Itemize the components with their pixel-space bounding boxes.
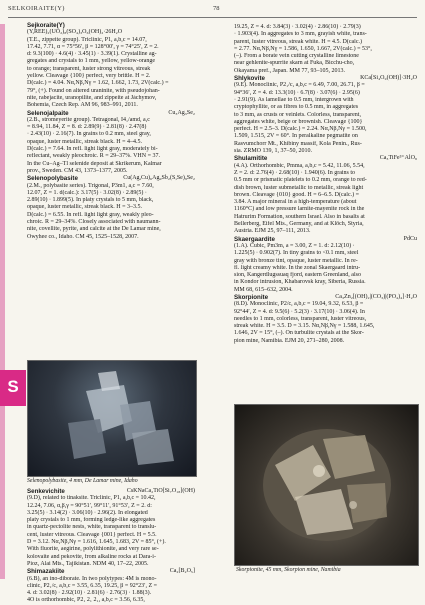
entry-text-line: needles to 1 mm, colorless, transparent, luster vitreous,	[234, 315, 367, 322]
left-column-top	[27, 22, 195, 241]
entry-text-line: opaque, luster metallic, streak black. H = 4–4.5.	[27, 138, 143, 145]
entry-text-line: perfect. H = 2.5–3. D(calc.) = 2.24. Nα,Nβ,Nγ = 1.500,	[234, 126, 367, 133]
mineral-entry	[234, 236, 417, 294]
entry-text-line: aggregates white, beige or brownish. Cleavage {100}	[234, 118, 363, 125]
mineral-entry	[234, 155, 417, 235]
alphabet-tab-letter: S	[7, 377, 19, 396]
mineral-entry	[27, 22, 195, 110]
entry-text-line: D(calc.) = 6.55. In refl. light light gray, weakly pleo-	[27, 211, 154, 218]
crystal-photo-art	[28, 361, 196, 476]
entry-text-line: · 2.43(10) · 2.16(7). In grains to 0.2 mm, steel gray,	[27, 131, 151, 138]
entry-text-line: D(calc.) = 7.64. In refl. light light gray, moderately bi-	[27, 146, 158, 153]
mineral-name: Skorpionite	[234, 293, 269, 301]
entry-text-line: Owyhee co., Idaho. CM 45, 1525–1528, 2007.	[27, 233, 139, 240]
entry-text-line: (9.E). Monoclinic, P2₁/c, a,b,c = 6.49, 7.00, 26.71, β =	[234, 82, 365, 89]
entry-text-line: (2.M., polybasite series). Trigonal, P3m1, a,c = 7.60,	[27, 182, 154, 189]
entry-heading	[27, 110, 195, 117]
mineral-name: Selenopolybasite	[27, 175, 78, 183]
entry-text-line: (6.B), an ino-diborate. In two polytypes: 4M is mono-	[27, 575, 157, 582]
entry-heading	[234, 236, 417, 243]
entry-text-line: sion, Kangerdlugssuaq fjord, eastern Greenland, also	[234, 272, 361, 279]
entry-text-line: (8.D). Monoclinic, P2/c, a,b,c = 19.04, 9.32, 6.53, β =	[234, 301, 364, 308]
mineral-entry	[27, 175, 195, 241]
entry-text-line: MM 68, 615–632, 2004.	[234, 286, 293, 293]
mineral-formula: KCa[Si₄O₉(OH)]·3H₂O	[360, 75, 417, 82]
entry-text-line: gregates and crystals to 1 mm, yellow, yellow-orange	[27, 58, 156, 65]
entry-text-line: (9.D), related to tinaksite. Triclinic, P1, a,b,c = 10.42,	[27, 495, 156, 502]
mineral-formula: CsKNaCa₂TiO[Si₇O₁₈](OH)	[126, 488, 195, 494]
mineral-formula: Cu(Ag,Cu)₆Ag₉Sb₂(S,Se)₉Se₂	[123, 175, 195, 182]
entry-text-line: in quartz-pectolite nests, white, transparent to translu-	[27, 524, 157, 531]
entry-text-line: 92°44′, Z = 4. d: 9.5(6) · 5.2(3) · 3.17(10) · 3.06(4). In	[234, 308, 365, 315]
entry-heading	[234, 155, 417, 162]
entry-text-line: 17.42, 7.71, α = 75°56′, β = 128°00′, γ = 74°25′, Z = 2.	[27, 43, 159, 50]
entry-text-line: (Y,REE)₂(UO₂)₈(SO₄)₃O₆(OH)₂·26H₂O	[27, 29, 123, 36]
entry-text-line: 3.84. A major mineral in a high-temperature (about	[234, 199, 357, 206]
entry-text-line: 1160°C) and low pressure larnite-mayenite rock in the	[234, 206, 365, 213]
entry-text-line: nite, covellite, pyrite, and calcite at the De Lamar mine,	[27, 226, 161, 233]
mineral-name: Shulamitite	[234, 155, 268, 163]
entry-heading	[27, 488, 195, 495]
entry-text-line: platy crystals to 1 mm, forming ledge-like aggregates	[27, 517, 156, 524]
entry-text-line: Rasvumchorr Mt., Khibiny massif, Kola Penin., Rus-	[234, 140, 362, 147]
entry-text-line: In the Cu–Ag–Tl selenide deposit at Skrikerum, Kalmar	[27, 160, 162, 167]
mineral-photo-skorpionite	[234, 404, 419, 566]
entry-heading	[27, 175, 195, 182]
figure-caption-skorpionite: Skorpionite, 45 mm, Skorpion mine, Namibia	[236, 567, 341, 573]
mineral-name: Shimazakiite	[27, 568, 65, 576]
entry-text-line: Hatrurim Formation, southern Israel. Also in basalts at	[234, 213, 365, 220]
mineral-formula: Ca₃TiFe³⁺AlO₈	[379, 155, 417, 162]
entry-text-line: With fluorite, aegirine, polylithionite, and very rare se-	[27, 546, 159, 553]
entry-text-line: 3.25(5) · 3.14(2) · 3.06(10) · 2.96(2). In elongated	[27, 509, 148, 516]
entry-text-line: yellow. Cleavage {100} perfect, very brittle. H = 2.	[27, 73, 151, 80]
entry-text-line: 0.5 mm or prismatic platelets to 0.2 mm, orange to red-	[234, 177, 367, 184]
entry-text-line: · 2.91(9). As lamellae to 0.5 mm, intergrown with	[234, 96, 354, 103]
entry-text-line: (T.E., zippeite group). Triclinic, P1, a,b,c = 14.07,	[27, 36, 147, 43]
mineral-formula: Cu₃Ag₃Se₂	[168, 109, 195, 116]
entry-text-line: in Kondor intrusion, Khabarovsk kray, Siberia, Russia.	[234, 279, 366, 286]
entry-text-line: = 8.94, 11.84, Z = 8. d: 2.89(9) · 2.81(8) · 2.47(8)	[27, 124, 147, 131]
entry-text-line: 1.509, 1.515, 2V = 60°. In peralkaline pegmatite on	[234, 133, 358, 140]
mineral-name: Senkevichite	[27, 488, 65, 495]
mineral-entry	[234, 24, 417, 75]
figure-caption-selenopolybasite: Selenopolybasite, 4 mm, De Lamar mine, Idaho	[27, 478, 138, 484]
mineral-formula: Ca₃Zn₂[(OH)₂|(CO₃)|(PO₄)₄]·H₂O	[335, 293, 417, 300]
entry-text-line: cryptophyllite, or as fibres to 0.5 mm, in aggregates	[234, 104, 359, 111]
entry-text-line: kolovaite and pekovite, from alkaline rocks at Dara-i-	[27, 553, 156, 560]
entry-heading	[27, 22, 195, 29]
entry-text-line: near gehlenite-spurrite skarn at Fuka, Bicchu-cho,	[234, 60, 355, 67]
mineral-name: Skaergaardite	[234, 235, 275, 243]
entry-text-line: 19.25, Z = 4. d: 3.84(3) · 3.02(4) · 2.86(10) · 2.79(3)	[234, 24, 361, 30]
entry-text-line: D = 3.12. Nα,Nβ,Nγ = 1.616, 1.645, 1.683, 2V = 85°, (+).	[27, 539, 166, 546]
mineral-name: Shlykovite	[234, 75, 265, 83]
mineral-formula: Ca₂[B₂O₅]	[169, 568, 195, 575]
mineral-formula: PdCu	[403, 235, 417, 242]
entry-text-line: (–). From a borate vein cutting crystalline limestone	[234, 53, 359, 60]
entry-text-line: pion mine, Namibia. EJM 20, 271–280, 2008.	[234, 337, 345, 344]
mineral-entry	[27, 488, 195, 568]
entry-text-line: Austria. EJM 25, 97–111, 2013.	[234, 228, 311, 235]
entry-text-line: 12.07, Z = 1. d(calc.): 3.17(5) · 3.02(8) · 2.89(5) ·	[27, 189, 147, 196]
entry-text-line: 1.225(5) · 0.902(7). In tiny grains to <0.1 mm, steel	[234, 250, 359, 257]
entry-heading	[234, 75, 417, 82]
entry-text-line: clinic, P2₁/c, a,b,c = 3.55, 6.35, 19.25, β = 92°23′, Z =	[27, 582, 157, 589]
entry-text-line: reflectant, weakly pleochroic. R = 29–37%. VHN = 37.	[27, 153, 160, 160]
mineral-entry	[234, 75, 417, 155]
mineral-name: Selenojalpaite	[27, 109, 69, 117]
entry-text-line: Z = 2. d: 2.76(4) · 2.68(10) · 1.940(6). In grains to	[234, 169, 356, 176]
running-head: SELKOIRAITE(Y)	[8, 5, 65, 12]
entry-text-line: 94°36′, Z = 4. d: 13.3(10) · 6.7(8) · 3.07(6) · 2.95(6)	[234, 89, 360, 96]
entry-text-line: parent, luster vitreous, streak white. H = 4.5. D(calc.)	[234, 38, 363, 45]
entry-text-line: chroic. R = 29–34%. Closely associated with naumann-	[27, 219, 161, 226]
entry-text-line: 4. d: 3.02(8) · 2.92(10) · 2.81(6) · 2.76(3) · 1.88(3).	[27, 590, 152, 597]
entry-text-line: Okayama pref., Japan. MM 77, 93–105, 2013.	[234, 67, 345, 74]
entry-text-line: = 2.77. Nα,Nβ,Nγ = 1.586, 1.650, 1.667, 2V(calc.) = 53°,	[234, 45, 372, 52]
page-header	[8, 5, 417, 18]
mineral-entry	[27, 568, 195, 604]
entry-text-line: Pioz, Alai Mts., Tajikistan. NDM 40, 17–22, 2005.	[27, 560, 149, 567]
entry-text-line: D(calc.) = 4.04. Nα,Nβ,Nγ = 1.62, 1.662, 1.73, 2V(calc.) =	[27, 80, 169, 87]
entry-text-line: 12.24, 7.06, α,β,γ = 90°51′, 99°11′, 91°53′, Z = 2. d:	[27, 502, 152, 509]
entry-text-line: fl. light creamy white. In the zonal Skaergaard intru-	[234, 264, 361, 271]
entry-text-line: (2.B., stromeyerite group). Tetragonal, I4₁/amd, a,c	[27, 116, 150, 123]
entry-text-line: d: 9.3(100) · 4.6(4) · 3.45(1) · 3.39(1). Crystalline ag-	[27, 51, 157, 58]
right-column	[234, 24, 417, 345]
entry-text-line: streak white. H = 3.5. D = 3.15. Nα,Nβ,Nγ = 1.588, 1.645,	[234, 323, 375, 330]
mineral-entry	[27, 110, 195, 176]
entry-text-line: 79°, (+). Found on altered uraninite, with pseudojohan-	[27, 87, 160, 94]
entry-text-line: nite, rabejacite, uranopilite, and zippeite at Jáchymov,	[27, 94, 157, 101]
crystal-photo-art	[235, 405, 418, 565]
mineral-entry	[234, 294, 417, 345]
entry-text-line: to orange; transparent, luster strong vitreous, streak	[27, 65, 151, 72]
entry-text-line: prov., Sweden. CM 43, 1373–1377, 2005.	[27, 167, 128, 174]
alphabet-tab	[0, 370, 26, 406]
entry-text-line: brown. Cleavage {010} good. H = 6–6.5. D(calc.) =	[234, 191, 359, 198]
entry-text-line: gray with bronze tint, opaque, luster metallic. In re-	[234, 257, 358, 264]
entry-text-line: Bellerberg, Eifel Mts., Germany, and at Klöch, Styria,	[234, 221, 364, 228]
left-column-bottom	[27, 488, 195, 605]
mineral-photo-selenopolybasite	[27, 360, 197, 477]
entry-text-line: (4.A). Orthorhombic, Pmma, a,b,c = 5.42, 11.06, 5.54,	[234, 162, 365, 169]
entry-text-line: opaque, luster metallic, streak black. H = 3–3.5.	[27, 204, 143, 211]
side-color-strip	[0, 24, 5, 579]
entry-heading	[234, 294, 417, 301]
entry-text-line: Bohemia, Czech Rep. AM 96, 983–991, 2011.	[27, 102, 138, 109]
mineral-name: Sejkoraite(Y)	[27, 22, 65, 29]
entry-text-line: cent, luster vitreous. Cleavage {001} perfect. H = 5.5.	[27, 531, 157, 538]
entry-text-line: to 3 mm, as crusts or veinlets. Colorless, transparent,	[234, 111, 361, 118]
entry-text-line: (1.A). Cubic, Pm3m, a = 3.00, Z = 1. d: 2.12(10) ·	[234, 242, 355, 249]
page-number: 78	[213, 5, 220, 12]
entry-text-line: 2.89(10) · 1.899(5). In platy crystals to 5 mm, black,	[27, 197, 154, 204]
entry-text-line: · 1.903(4). In aggregates to 3 mm, grayish white, trans-	[234, 31, 367, 38]
entry-heading	[27, 568, 195, 575]
entry-text-line: sia. ZRMO 139, 1, 37–50, 2010.	[234, 148, 312, 155]
entry-text-line: dish brown, luster submetallic to metallic, streak light	[234, 184, 364, 191]
entry-text-line: 1.646, 2V = 15°, (–). On turbulite crystals at the Skor-	[234, 330, 364, 337]
entry-text-line: 4O is orthorhombic, P2₁ 2₁ 2₁, a,b,c = 3.56, 6.35,	[27, 597, 145, 604]
